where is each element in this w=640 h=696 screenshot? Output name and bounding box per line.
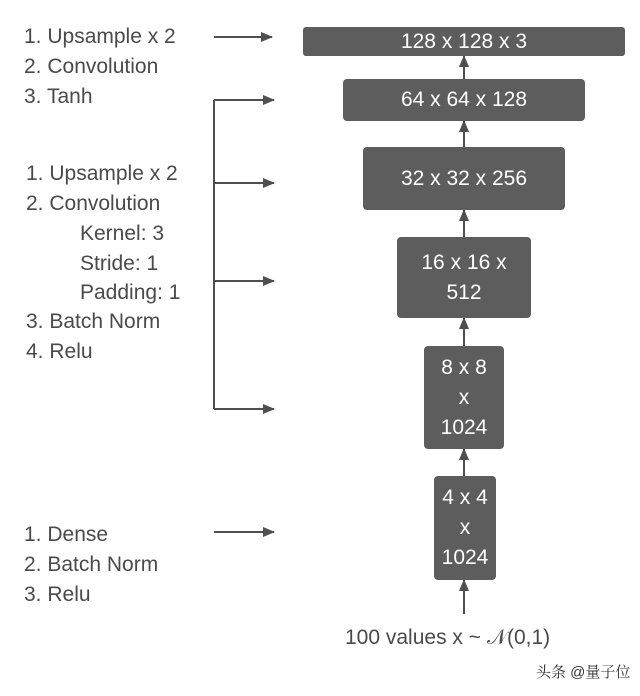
input-label: 100 values x ~ 𝒩(0,1) — [345, 626, 551, 649]
top-step-2: 2. Convolution — [24, 55, 159, 78]
middle-param-stride: Stride: 1 — [80, 252, 159, 275]
top-step-3: 3. Tanh — [24, 85, 93, 108]
middle-step-2: 2. Convolution — [26, 192, 161, 215]
middle-param-kernel: Kernel: 3 — [80, 222, 165, 245]
layer-16-line-2: 512 — [446, 280, 482, 304]
layer-4x4x1024 — [434, 476, 496, 580]
layer-8-line-2: x — [458, 385, 470, 409]
bottom-step-1: 1. Dense — [24, 523, 109, 546]
layer-8x8x1024 — [424, 346, 504, 449]
layer-128x128x3 — [303, 27, 625, 56]
watermark: 头条 @量子位 — [536, 664, 631, 681]
layer-64x64x128 — [343, 79, 585, 121]
layer-128-line-1: 128 x 128 x 3 — [400, 29, 528, 53]
layer-64-line-1: 64 x 64 x 128 — [400, 88, 528, 111]
middle-step-4: 4. Relu — [26, 340, 93, 363]
layer-16-line-1: 16 x 16 x — [421, 250, 507, 274]
layer-16x16x512 — [397, 237, 531, 318]
layer-4-line-2: x — [459, 516, 471, 539]
top-step-1: 1. Upsample x 2 — [24, 25, 176, 48]
bottom-step-3: 3. Relu — [24, 583, 91, 606]
layer-32-line-1: 32 x 32 x 256 — [400, 166, 528, 190]
layer-4-line-1: 4 x 4 — [442, 486, 488, 509]
layer-8-line-3: 1024 — [440, 415, 488, 439]
middle-step-3: 3. Batch Norm — [26, 310, 161, 333]
bottom-step-2: 2. Batch Norm — [24, 553, 159, 576]
layer-8-line-1: 8 x 8 — [441, 355, 487, 379]
middle-param-padding: Padding: 1 — [80, 281, 181, 304]
layer-4-line-3: 1024 — [441, 546, 489, 569]
middle-step-1: 1. Upsample x 2 — [26, 162, 178, 185]
layer-32x32x256 — [363, 147, 565, 210]
